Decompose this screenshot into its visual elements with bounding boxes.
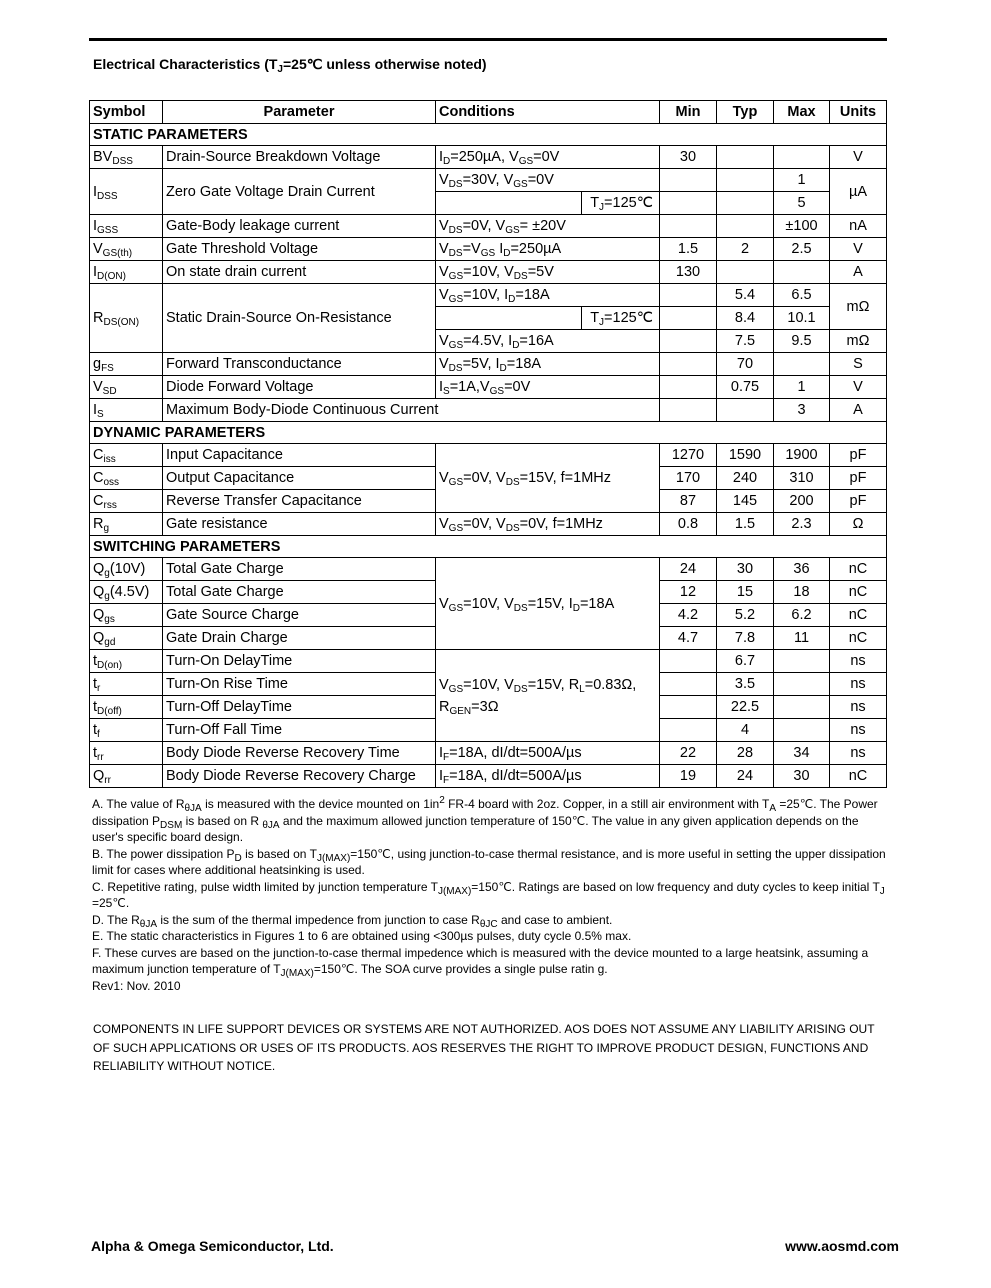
note-a: A. The value of $R_{\theta JA}$ is measured with the device mounted on $1in^2$ FR-4 board with 2oz. Copper, in a still air environment with $T_A$ =25℃. The Power dissipation $P_{DSM}$ is based on R $_{\theta JA}$ and the maximum allowed junction temperature of 150℃. The value in any given application depends on the user's specific board design. <box>92 795 878 844</box>
max-cell: 3 <box>774 399 830 422</box>
min-cell <box>660 376 717 399</box>
typ-cell: 28 <box>717 742 774 765</box>
max-cell <box>774 146 830 169</box>
typ-cell: 7.8 <box>717 627 774 650</box>
min-cell: 1.5 <box>660 238 717 261</box>
min-cell: 4.2 <box>660 604 717 627</box>
symbol-cell: $t_f$ <box>90 719 163 742</box>
max-cell: 5 <box>774 192 830 215</box>
symbol-cell: $R_{DS(ON)}$ <box>90 284 163 353</box>
max-cell: 18 <box>774 581 830 604</box>
typ-cell: 4 <box>717 719 774 742</box>
conditions-cell: $V_{GS}=10V$, $V_{DS}=5V$ <box>436 261 660 284</box>
header-symbol: Symbol <box>90 101 163 124</box>
conditions-cell: $I_S=1A,V_{GS}=0V$ <box>436 376 660 399</box>
max-cell: 1900 <box>774 444 830 467</box>
table-row <box>90 765 887 788</box>
min-cell <box>660 673 717 696</box>
parameter-cell: Gate resistance <box>163 513 436 536</box>
header-parameter: Parameter <box>163 101 436 124</box>
max-cell: 2.5 <box>774 238 830 261</box>
parameter-cell: Maximum Body-Diode Continuous Current <box>163 399 660 422</box>
table-row <box>90 353 887 376</box>
table-row <box>90 238 887 261</box>
parameter-cell: Gate-Body leakage current <box>163 215 436 238</box>
parameter-cell: Forward Transconductance <box>163 353 436 376</box>
max-cell: 6.5 <box>774 284 830 307</box>
parameter-cell: Gate Drain Charge <box>163 627 436 650</box>
conditions-cell: $V_{GS}=4.5V$, $I_D=16A$ <box>436 330 660 353</box>
min-cell <box>660 696 717 719</box>
symbol-cell: $Q_{gd}$ <box>90 627 163 650</box>
min-cell <box>660 330 717 353</box>
table-row <box>90 146 887 169</box>
parameter-cell: Body Diode Reverse Recovery Time <box>163 742 436 765</box>
typ-cell: 1.5 <box>717 513 774 536</box>
conditions-cell: $V_{GS}=0V$, $V_{DS}=0V$, f=1MHz <box>436 513 660 536</box>
unit-cell: ns <box>830 650 887 673</box>
typ-cell: 24 <box>717 765 774 788</box>
unit-cell: pF <box>830 444 887 467</box>
parameter-cell: Static Drain-Source On-Resistance <box>163 284 436 353</box>
max-cell: 36 <box>774 558 830 581</box>
conditions-cell: $V_{DS}=5V$, $I_D=18A$ <box>436 353 660 376</box>
max-cell: 10.1 <box>774 307 830 330</box>
unit-cell: nA <box>830 215 887 238</box>
typ-cell: 8.4 <box>717 307 774 330</box>
conditions-cell: $I_F=18A$, dI/dt=500A/µs <box>436 765 660 788</box>
min-cell <box>660 719 717 742</box>
min-cell <box>660 169 717 192</box>
parameter-cell: Gate Source Charge <box>163 604 436 627</box>
unit-cell: mΩ <box>830 330 887 353</box>
max-cell: 200 <box>774 490 830 513</box>
typ-cell: 0.75 <box>717 376 774 399</box>
table-row <box>90 650 887 673</box>
typ-cell: 240 <box>717 467 774 490</box>
section-switching: SWITCHING PARAMETERS <box>90 536 887 558</box>
min-cell: 4.7 <box>660 627 717 650</box>
typ-cell: 2 <box>717 238 774 261</box>
parameter-cell: Turn-Off DelayTime <box>163 696 436 719</box>
top-rule <box>89 38 887 41</box>
typ-cell <box>717 146 774 169</box>
header-units: Units <box>830 101 887 124</box>
header-row <box>90 101 887 124</box>
note-f: F. These curves are based on the junction-to-case thermal impedence which is measured with the device mounted to a large heatsink, assuming a maximum junction temperature of $T_{J(MAX)}=150℃$. The SOA curve provides a single pulse ratin g. <box>92 945 869 979</box>
unit-cell: mΩ <box>830 284 887 330</box>
header-min: Min <box>660 101 717 124</box>
min-cell: 12 <box>660 581 717 604</box>
note-c: C. Repetitive rating, pulse width limited by junction temperature $T_{J(MAX)}=150℃$. Ratings are based on low frequency and duty cycles to keep initial $T_J$ =25℃. <box>92 879 885 910</box>
parameter-cell: Gate Threshold Voltage <box>163 238 436 261</box>
parameter-cell: Turn-On Rise Time <box>163 673 436 696</box>
table-row <box>90 558 887 581</box>
electrical-characteristics-table <box>89 100 887 788</box>
conditions-cell-blank <box>436 307 582 330</box>
symbol-cell: $I_{D(ON)}$ <box>90 261 163 284</box>
parameter-cell: Reverse Transfer Capacitance <box>163 490 436 513</box>
table-row <box>90 261 887 284</box>
unit-cell: nC <box>830 581 887 604</box>
parameter-cell: Total Gate Charge <box>163 581 436 604</box>
min-cell <box>660 284 717 307</box>
typ-cell: 70 <box>717 353 774 376</box>
max-cell: 34 <box>774 742 830 765</box>
symbol-cell: $I_{GSS}$ <box>90 215 163 238</box>
parameter-cell: Drain-Source Breakdown Voltage <box>163 146 436 169</box>
typ-cell: 5.4 <box>717 284 774 307</box>
revision: Rev1: Nov. 2010 <box>92 978 181 993</box>
max-cell: 1 <box>774 169 830 192</box>
max-cell: ±100 <box>774 215 830 238</box>
typ-cell: 3.5 <box>717 673 774 696</box>
typ-cell: 1590 <box>717 444 774 467</box>
unit-cell: ns <box>830 673 887 696</box>
min-cell: 0.8 <box>660 513 717 536</box>
symbol-cell: $V_{SD}$ <box>90 376 163 399</box>
unit-cell: Ω <box>830 513 887 536</box>
table-row <box>90 399 887 422</box>
conditions-cell: $V_{GS}=10V$, $I_D=18A$ <box>436 284 660 307</box>
symbol-cell: $C_{iss}$ <box>90 444 163 467</box>
typ-cell <box>717 261 774 284</box>
conditions-cell: $V_{DS}=30V$, $V_{GS}=0V$ <box>436 169 660 192</box>
max-cell <box>774 261 830 284</box>
min-cell: 130 <box>660 261 717 284</box>
typ-cell: 6.7 <box>717 650 774 673</box>
note-d: D. The $R_{\theta JA}$ is the sum of the thermal impedence from junction to case $R_{\theta JC}$ and case to ambient. <box>92 912 613 930</box>
typ-cell: 145 <box>717 490 774 513</box>
max-cell: 1 <box>774 376 830 399</box>
symbol-cell: $R_g$ <box>90 513 163 536</box>
typ-cell <box>717 215 774 238</box>
tj-condition-cell: $T_J=125℃$ <box>582 192 660 215</box>
conditions-cell: $I_D=250\mu A$, $V_{GS}=0V$ <box>436 146 660 169</box>
typ-cell: 30 <box>717 558 774 581</box>
min-cell: 170 <box>660 467 717 490</box>
symbol-cell: $t_{D(off)}$ <box>90 696 163 719</box>
typ-cell <box>717 169 774 192</box>
min-cell: 87 <box>660 490 717 513</box>
unit-cell: V <box>830 376 887 399</box>
footer-company: Alpha & Omega Semiconductor, Ltd. <box>91 1238 334 1254</box>
page-title: Electrical Characteristics ($T_J=25℃$ unless otherwise noted) <box>93 56 487 75</box>
unit-cell: ns <box>830 696 887 719</box>
parameter-cell: Turn-Off Fall Time <box>163 719 436 742</box>
min-cell: 1270 <box>660 444 717 467</box>
max-cell: 30 <box>774 765 830 788</box>
note-e: E. The static characteristics in Figures 1 to 6 are obtained using <300µs pulses, duty cycle 0.5% max. <box>92 929 632 943</box>
symbol-cell: $g_{FS}$ <box>90 353 163 376</box>
max-cell <box>774 696 830 719</box>
parameter-cell: Zero Gate Voltage Drain Current <box>163 169 436 215</box>
header-typ: Typ <box>717 101 774 124</box>
typ-cell: 22.5 <box>717 696 774 719</box>
symbol-cell: $V_{GS(th)}$ <box>90 238 163 261</box>
unit-cell: ns <box>830 742 887 765</box>
symbol-cell: $I_S$ <box>90 399 163 422</box>
unit-cell: nC <box>830 558 887 581</box>
section-dynamic: DYNAMIC PARAMETERS <box>90 422 887 444</box>
conditions-cell: $V_{DS}=V_{GS}$ $I_D=250\mu A$ <box>436 238 660 261</box>
unit-cell: pF <box>830 490 887 513</box>
unit-cell: A <box>830 399 887 422</box>
min-cell: 19 <box>660 765 717 788</box>
conditions-cell: $V_{DS}=0V$, $V_{GS}= \pm 20V$ <box>436 215 660 238</box>
max-cell <box>774 719 830 742</box>
unit-cell: nC <box>830 627 887 650</box>
symbol-cell: $Q_{gs}$ <box>90 604 163 627</box>
table-row <box>90 513 887 536</box>
parameter-cell: Turn-On DelayTime <box>163 650 436 673</box>
parameter-cell: Input Capacitance <box>163 444 436 467</box>
header-conditions: Conditions <box>436 101 660 124</box>
unit-cell: nC <box>830 765 887 788</box>
symbol-cell: $C_{oss}$ <box>90 467 163 490</box>
unit-cell: V <box>830 146 887 169</box>
unit-cell: S <box>830 353 887 376</box>
parameter-cell: Output Capacitance <box>163 467 436 490</box>
typ-cell: 5.2 <box>717 604 774 627</box>
unit-cell: µA <box>830 169 887 215</box>
max-cell: 9.5 <box>774 330 830 353</box>
parameter-cell: Total Gate Charge <box>163 558 436 581</box>
conditions-cell: $V_{GS}=10V$, $V_{DS}=15V$, $I_D=18A$ <box>436 558 660 650</box>
min-cell <box>660 650 717 673</box>
symbol-cell: $Q_g(4.5V)$ <box>90 581 163 604</box>
unit-cell: nC <box>830 604 887 627</box>
table-row <box>90 376 887 399</box>
table-row <box>90 742 887 765</box>
typ-cell: 7.5 <box>717 330 774 353</box>
symbol-cell: $Q_g(10V)$ <box>90 558 163 581</box>
parameter-cell: On state drain current <box>163 261 436 284</box>
table-row <box>90 284 887 307</box>
min-cell <box>660 215 717 238</box>
symbol-cell: $t_{rr}$ <box>90 742 163 765</box>
max-cell: 2.3 <box>774 513 830 536</box>
table-row <box>90 215 887 238</box>
symbol-cell: $t_{D(on)}$ <box>90 650 163 673</box>
min-cell: 24 <box>660 558 717 581</box>
parameter-cell: Diode Forward Voltage <box>163 376 436 399</box>
max-cell: 11 <box>774 627 830 650</box>
note-b: B. The power dissipation $P_D$ is based on $T_{J(MAX)}=150℃$, using junction-to-case thermal resistance, and is more useful in setting the upper dissipation limit for cases where additional heatsinking is used. <box>92 846 886 877</box>
min-cell: 22 <box>660 742 717 765</box>
disclaimer: COMPONENTS IN LIFE SUPPORT DEVICES OR SYSTEMS ARE NOT AUTHORIZED. AOS DOES NOT ASSUME ANY LIABILITY ARISING OUT OF SUCH APPLICATIONS OR USES OF ITS PRODUCTS. AOS RESERVES THE RIGHT TO IMPROVE PRODUCT DESIGN, FUNCTIONS AND RELIABILITY WITHOUT NOTICE. <box>93 1022 875 1073</box>
unit-cell: pF <box>830 467 887 490</box>
section-static: STATIC PARAMETERS <box>90 124 887 146</box>
tj-condition-cell: $T_J=125℃$ <box>582 307 660 330</box>
symbol-cell: $C_{rss}$ <box>90 490 163 513</box>
typ-cell: 15 <box>717 581 774 604</box>
max-cell <box>774 353 830 376</box>
unit-cell: A <box>830 261 887 284</box>
conditions-cell: $I_F=18A$, dI/dt=500A/µs <box>436 742 660 765</box>
unit-cell: ns <box>830 719 887 742</box>
symbol-cell: $t_r$ <box>90 673 163 696</box>
parameter-cell: Body Diode Reverse Recovery Charge <box>163 765 436 788</box>
table-row <box>90 444 887 467</box>
conditions-cell-blank <box>436 192 582 215</box>
unit-cell: V <box>830 238 887 261</box>
typ-cell <box>717 399 774 422</box>
min-cell <box>660 192 717 215</box>
max-cell <box>774 650 830 673</box>
symbol-cell: $I_{DSS}$ <box>90 169 163 215</box>
symbol-cell: $Q_{rr}$ <box>90 765 163 788</box>
footer-website[interactable]: www.aosmd.com <box>785 1238 899 1254</box>
max-cell <box>774 673 830 696</box>
min-cell <box>660 307 717 330</box>
min-cell <box>660 353 717 376</box>
footnotes <box>92 796 892 994</box>
conditions-cell: $V_{GS}=10V$, $V_{DS}=15V$, $R_L=0.83\Omega$, $R_{GEN}=3\Omega$ <box>436 650 660 742</box>
min-cell <box>660 399 717 422</box>
header-max: Max <box>774 101 830 124</box>
table-row <box>90 169 887 192</box>
max-cell: 6.2 <box>774 604 830 627</box>
min-cell: 30 <box>660 146 717 169</box>
typ-cell <box>717 192 774 215</box>
max-cell: 310 <box>774 467 830 490</box>
conditions-cell: $V_{GS}=0V$, $V_{DS}=15V$, f=1MHz <box>436 444 660 513</box>
symbol-cell: $BV_{DSS}$ <box>90 146 163 169</box>
